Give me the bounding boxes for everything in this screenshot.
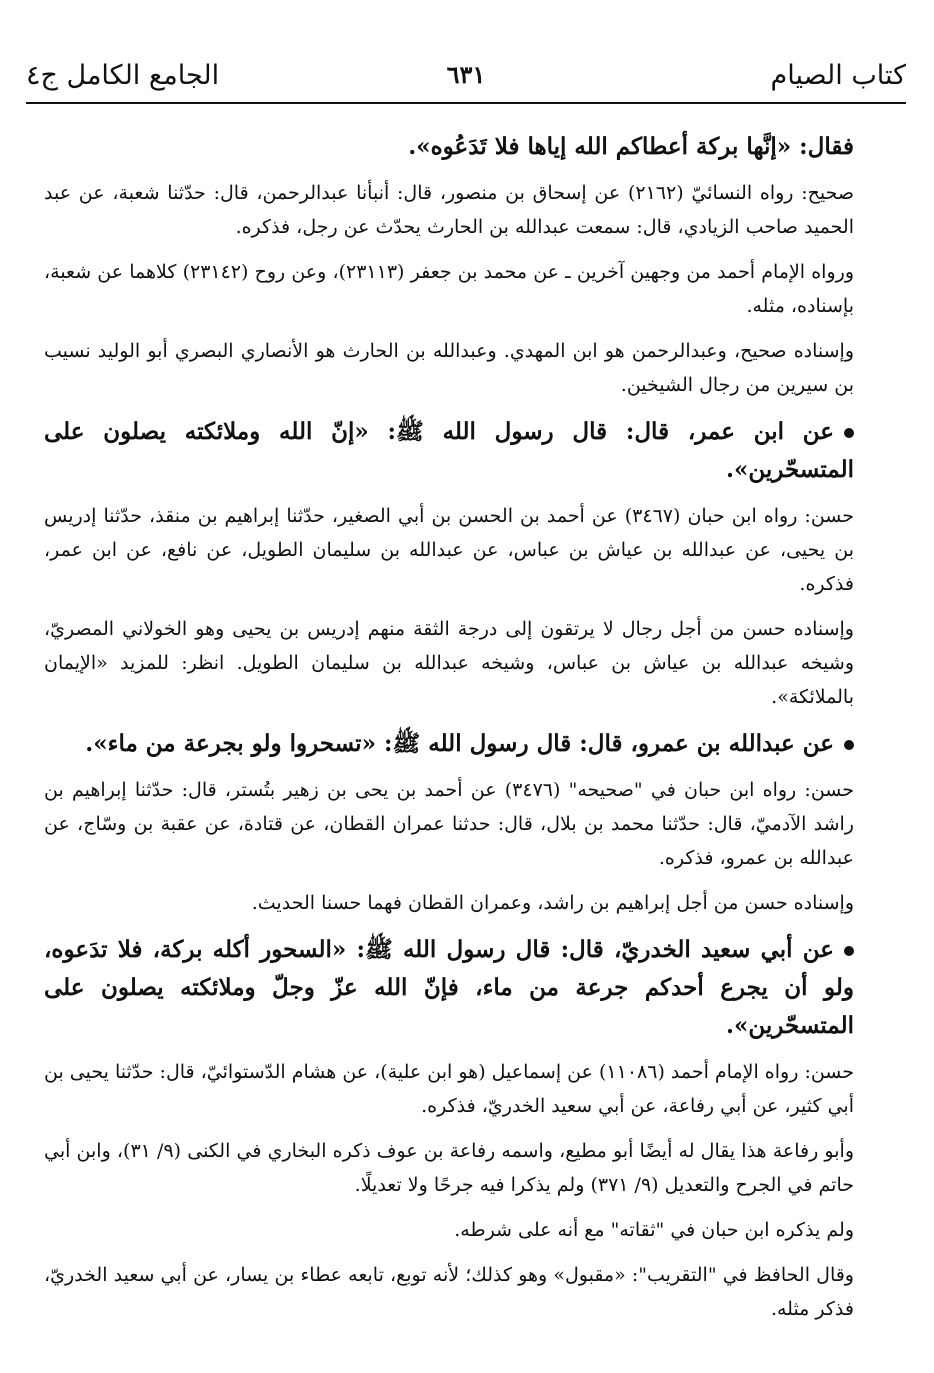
collection-title: الجامع الكامل ج٤ bbox=[26, 60, 220, 91]
takhrij-note: ولم يذكره ابن حبان في "ثقاته" مع أنه على شرطه. bbox=[454, 1219, 854, 1241]
takhrij-note: وإسناده حسن من أجل رجال لا يرتقون إلى درجة الثقة منهم إدريس بن يحيى وهو الخولاني المصريّ، وشيخه عبدالله بن عياش بن عباس، وشيخه عبدالله بن سليمان الطويل. انظر: للمزيد «الإيمان بالملائكة». bbox=[44, 618, 854, 708]
bullet-icon bbox=[844, 946, 854, 956]
takhrij-note: وقال الحافظ في "التقريب": «مقبول» وهو كذلك؛ لأنه توبع، تابعه عطاء بن يسار، عن أبي سعيد الخدريّ، فذكر مثله. bbox=[44, 1264, 854, 1320]
page-header bbox=[26, 52, 906, 102]
hadith-text bbox=[44, 128, 854, 166]
hadith-text-content: عن عبدالله بن عمرو، قال: قال رسول الله ﷺ: «تسحروا ولو بجرعة من ماء». bbox=[85, 730, 834, 757]
header-rule bbox=[26, 102, 906, 104]
hadith-text-content: فقال: «إنَّها بركة أعطاكم الله إياها فلا تَدَعُوه». bbox=[408, 133, 854, 160]
hadith-text bbox=[44, 413, 854, 489]
takhrij-note: حسن: رواه الإمام أحمد (١١٠٨٦) عن إسماعيل (هو ابن علية)، عن هشام الدّستوائيّ، قال: حدّثنا يحيى بن أبي كثير، عن أبي رفاعة، عن أبي سعيد الخدريّ، فذكره. bbox=[44, 1061, 854, 1117]
takhrij-note: وأبو رفاعة هذا يقال له أيضًا أبو مطيع، واسمه رفاعة بن عوف ذكره البخاري في الكنى (٩/ ٣١)، وابن أبي حاتم في الجرح والتعديل (٩/ ٣٧١) ولم يذكرا فيه جرحًا ولا تعديلًا. bbox=[44, 1140, 854, 1196]
takhrij-note: حسن: رواه ابن حبان في "صحيحه" (٣٤٧٦) عن أحمد بن يحى بن زهير بتُستر، قال: حدّثنا إبراهيم بن راشد الآدميّ، قال: حدّثنا محمد بن بلال، قال: حدثنا عمران القطان، عن قتادة، عن عقبة بن وسّاج، عن عبدالله بن عمرو، فذكره. bbox=[44, 779, 854, 869]
hadith-text bbox=[44, 931, 854, 1045]
page-number: ٦٣١ bbox=[446, 60, 486, 89]
book-title: كتاب الصيام bbox=[770, 60, 906, 91]
hadith-text bbox=[44, 725, 854, 763]
hadith-text-content: عن أبي سعيد الخدريّ، قال: قال رسول الله ﷺ: «السحور أكله بركة، فلا تدَعوه، ولو أن يجرع أحدكم جرعة من ماء، فإنّ الله عزّ وجلّ وملائكته يصلون على المتسحّرين». bbox=[44, 936, 854, 1039]
takhrij-note: وإسناده حسن من أجل إبراهيم بن راشد، وعمران القطان فهما حسنا الحديث. bbox=[251, 892, 854, 914]
takhrij-note: ورواه الإمام أحمد من وجهين آخرين ـ عن محمد بن جعفر (٢٣١١٣)، وعن روح (٢٣١٤٢) كلاهما عن شعبة، بإسناده، مثله. bbox=[44, 261, 854, 317]
takhrij-note: حسن: رواه ابن حبان (٣٤٦٧) عن أحمد بن الحسن بن أبي الصغير، حدّثنا إبراهيم بن منقذ، حدّثنا إدريس بن يحيى، عن عبدالله بن عياش بن عباس، عن عبدالله بن سليمان الطويل، عن نافع، عن ابن عمر، فذكره. bbox=[44, 505, 854, 595]
bullet-icon bbox=[844, 740, 854, 750]
hadith-text-content: عن ابن عمر، قال: قال رسول الله ﷺ: «إنّ الله وملائكته يصلون على المتسحّرين». bbox=[44, 418, 854, 483]
page-body bbox=[44, 128, 854, 1343]
takhrij-note: صحيح: رواه النسائيّ (٢١٦٢) عن إسحاق بن منصور، قال: أنبأنا عبدالرحمن، قال: حدّثنا شعبة، عن عبد الحميد صاحب الزيادي، قال: سمعت عبدالله بن الحارث يحدّث عن رجل، فذكره. bbox=[44, 182, 855, 238]
takhrij-note: وإسناده صحيح، وعبدالرحمن هو ابن المهدي. وعبدالله بن الحارث هو الأنصاري البصري أبو الوليد نسيب بن سيرين من رجال الشيخين. bbox=[44, 340, 854, 396]
bullet-icon bbox=[844, 428, 854, 438]
